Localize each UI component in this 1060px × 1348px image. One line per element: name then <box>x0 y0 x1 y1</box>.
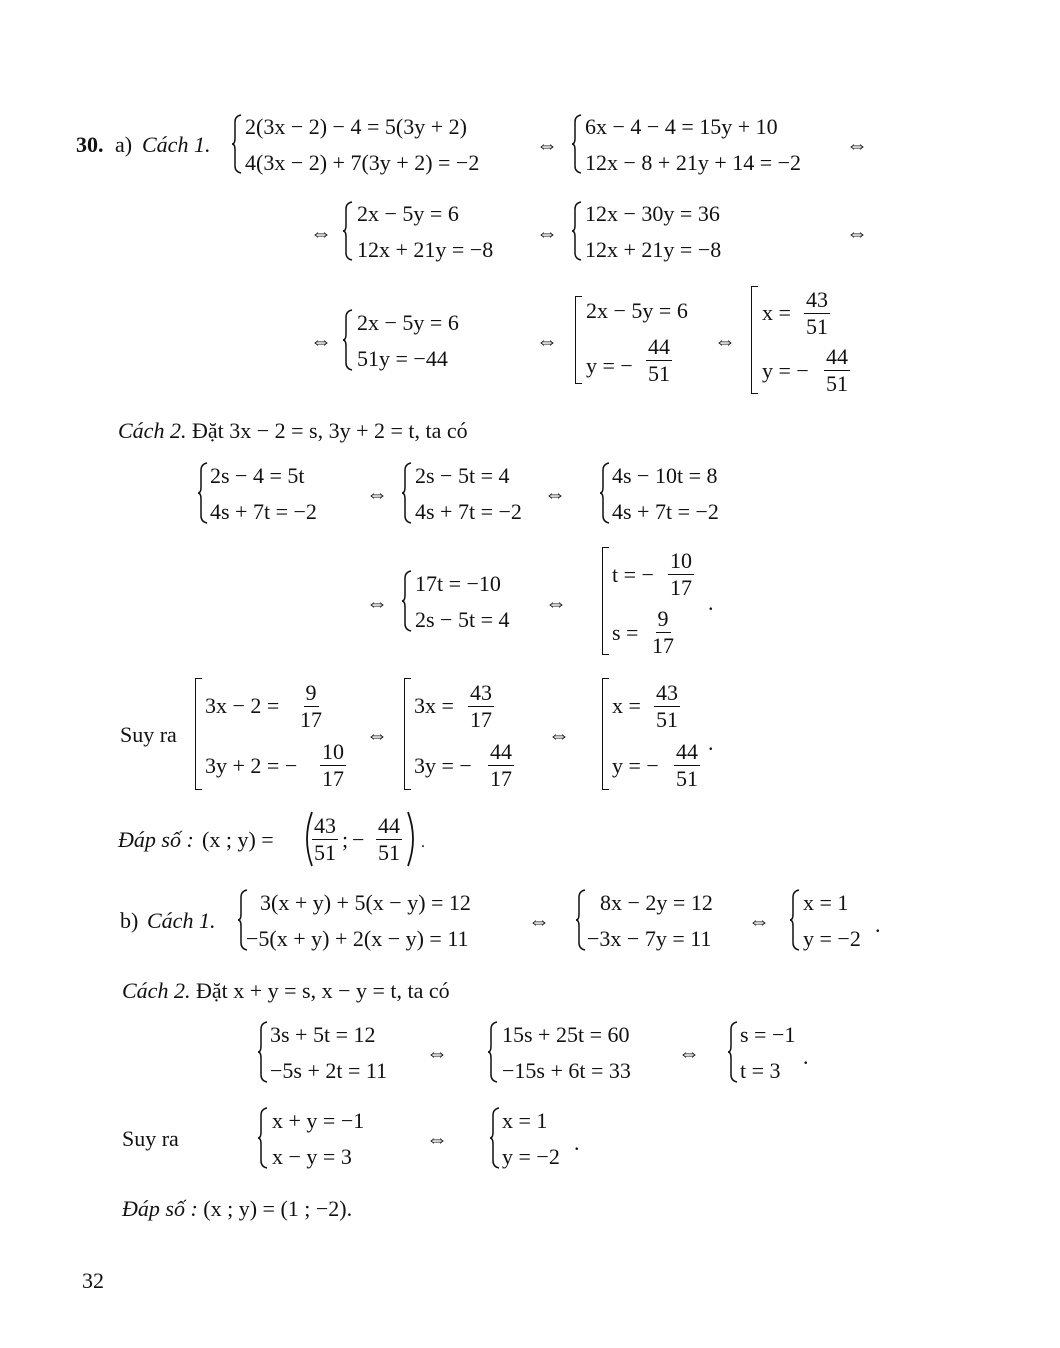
numerator: 9 <box>657 606 669 631</box>
equation: y = −2 <box>502 1144 560 1169</box>
equation: 12x + 21y = −8 <box>585 237 722 262</box>
equation: −5(x + y) + 2(x − y) = 11 <box>246 926 469 951</box>
equation-lhs: x = <box>762 300 791 325</box>
numerator: 43 <box>656 680 678 705</box>
fraction <box>312 815 338 864</box>
system-brace <box>600 463 610 523</box>
denominator: 17 <box>652 633 674 658</box>
equation-lhs: y = − <box>762 358 809 383</box>
equation: 2x − 5y = 6 <box>586 298 688 323</box>
equivalence-symbol: ⇔ <box>748 908 770 933</box>
numerator: 44 <box>826 344 848 369</box>
equivalence-symbol: ⇔ <box>536 132 558 157</box>
equation: 8x − 2y = 12 <box>600 890 713 915</box>
equation: 4s − 10t = 8 <box>612 463 718 488</box>
system-brace <box>576 890 586 950</box>
period: . <box>803 1044 809 1069</box>
equivalence-symbol: ⇔ <box>426 1126 448 1151</box>
fraction <box>646 336 672 385</box>
method-2-line <box>122 980 450 1002</box>
equivalence-symbol: ⇔ <box>310 328 332 353</box>
suy-ra-label: Suy ra <box>120 722 177 747</box>
answer-line <box>122 1198 352 1220</box>
equation-lhs: s = <box>612 620 639 645</box>
equivalence-symbol: ⇔ <box>846 220 868 245</box>
system-brace <box>490 1108 500 1168</box>
equation: 4s + 7t = −2 <box>415 499 522 524</box>
denominator: 51 <box>648 361 670 386</box>
equivalence-symbol: ⇔ <box>548 722 570 747</box>
system-brace <box>258 1108 268 1168</box>
suy-ra-label: Suy ra <box>122 1126 179 1151</box>
equation: x = 1 <box>502 1108 548 1133</box>
problem-number: 30. <box>76 132 104 157</box>
equation: 2s − 5t = 4 <box>415 463 510 488</box>
system-brace <box>488 1022 498 1082</box>
equivalence-symbol: ⇔ <box>536 328 558 353</box>
substitution-text: Đặt x + y = s, x − y = t, ta có <box>190 978 450 1003</box>
denominator: 51 <box>656 707 678 732</box>
solution-bracket <box>602 547 609 655</box>
equation: x − y = 3 <box>272 1144 352 1169</box>
equation: 4s + 7t = −2 <box>210 499 317 524</box>
numerator: 43 <box>314 813 336 838</box>
numerator: 43 <box>470 680 492 705</box>
period: . <box>421 834 425 851</box>
denominator: 17 <box>322 766 344 791</box>
equation: 12x − 30y = 36 <box>585 201 720 226</box>
system-brace <box>402 571 412 631</box>
period: . <box>708 730 714 755</box>
equation-lhs: y = − <box>612 753 659 778</box>
method-2-label: Cách 2. <box>122 978 191 1003</box>
equation: 6x − 4 − 4 = 15y + 10 <box>585 114 778 139</box>
fraction <box>650 608 676 657</box>
equation: −3x − 7y = 11 <box>587 926 712 951</box>
equation: 3(x + y) + 5(x − y) = 12 <box>260 890 471 915</box>
equivalence-symbol: ⇔ <box>310 220 332 245</box>
system-brace <box>572 202 582 260</box>
equation-lhs: 3x = <box>414 693 454 718</box>
fraction <box>804 289 830 338</box>
numerator: 44 <box>676 739 698 764</box>
equivalence-symbol: ⇔ <box>678 1040 700 1065</box>
equivalence-symbol: ⇔ <box>714 328 736 353</box>
equation: −15s + 6t = 33 <box>502 1058 631 1083</box>
numerator: 10 <box>670 548 692 573</box>
equation-lhs: x = <box>612 693 641 718</box>
equivalence-symbol: ⇔ <box>536 220 558 245</box>
numerator: 9 <box>305 680 317 705</box>
solution-bracket <box>751 286 758 394</box>
equivalence-symbol: ⇔ <box>846 132 868 157</box>
page-number: 32 <box>82 1268 104 1293</box>
system-brace <box>790 890 800 950</box>
system-brace <box>402 463 412 523</box>
period: . <box>875 912 881 937</box>
system-brace <box>232 115 242 173</box>
equation: s = −1 <box>740 1022 796 1047</box>
separator: ; <box>342 827 349 852</box>
method-2-line <box>118 420 468 442</box>
equivalence-symbol: ⇔ <box>366 481 388 506</box>
equation: 17t = −10 <box>415 571 501 596</box>
fraction <box>320 741 346 790</box>
equation: x = 1 <box>803 890 849 915</box>
method-2-label: Cách 2. <box>118 418 187 443</box>
equation: 4s + 7t = −2 <box>612 499 719 524</box>
system-brace <box>258 1022 268 1082</box>
method-1-label: Cách 1. <box>147 908 216 933</box>
fraction <box>654 682 680 731</box>
system-brace <box>343 202 353 260</box>
method-1-label: Cách 1. <box>142 132 211 157</box>
fraction <box>668 550 694 599</box>
equation: 2s − 5t = 4 <box>415 607 510 632</box>
system-brace <box>343 310 353 370</box>
fraction <box>376 815 402 864</box>
period: . <box>574 1130 580 1155</box>
answer-label: Đáp số : <box>118 827 194 852</box>
substitution-text: Đặt 3x − 2 = s, 3y + 2 = t, ta có <box>186 418 468 443</box>
part-b-label: b) <box>120 908 139 933</box>
system-brace <box>572 115 582 173</box>
denominator: 51 <box>378 840 400 865</box>
fraction <box>488 741 514 790</box>
equation-lhs: 3y + 2 = − <box>205 753 298 778</box>
numerator: 10 <box>322 739 344 764</box>
right-parenthesis <box>406 812 418 866</box>
solution-bracket <box>195 678 202 790</box>
solution-bracket <box>575 296 582 384</box>
equation: 2x − 5y = 6 <box>357 310 459 335</box>
equation: 12x + 21y = −8 <box>357 237 494 262</box>
denominator: 17 <box>470 707 492 732</box>
equation: 2(3x − 2) − 4 = 5(3y + 2) <box>245 114 467 139</box>
numerator: 44 <box>490 739 512 764</box>
denominator: 17 <box>670 575 692 600</box>
denominator: 51 <box>314 840 336 865</box>
equation: −5s + 2t = 11 <box>270 1058 388 1083</box>
fraction <box>468 682 494 731</box>
numerator: 43 <box>806 287 828 312</box>
equivalence-symbol: ⇔ <box>366 590 388 615</box>
fraction <box>824 346 850 395</box>
equation: 2x − 5y = 6 <box>357 201 459 226</box>
denominator: 17 <box>490 766 512 791</box>
solution-bracket <box>602 678 609 790</box>
denominator: 51 <box>826 371 848 396</box>
equivalence-symbol: ⇔ <box>366 722 388 747</box>
solution-bracket <box>404 678 411 790</box>
equation: t = 3 <box>740 1058 781 1083</box>
equation-lhs: 3y = − <box>414 753 472 778</box>
equation-lhs: y = − <box>586 353 633 378</box>
system-brace <box>198 463 208 523</box>
equation: 15s + 25t = 60 <box>502 1022 630 1047</box>
fraction <box>674 741 700 790</box>
equation: 4(3x − 2) + 7(3y + 2) = −2 <box>245 150 480 175</box>
equation-lhs: t = − <box>612 562 654 587</box>
denominator: 17 <box>300 707 322 732</box>
equivalence-symbol: ⇔ <box>426 1040 448 1065</box>
equation: 12x − 8 + 21y + 14 = −2 <box>585 150 802 175</box>
denominator: 51 <box>676 766 698 791</box>
equation-lhs: 3x − 2 = <box>205 693 280 718</box>
period: . <box>708 590 714 615</box>
equation: 51y = −44 <box>357 346 448 371</box>
answer-lhs: (x ; y) = <box>202 827 274 852</box>
minus-sign: − <box>352 827 365 852</box>
fraction <box>298 682 324 731</box>
system-brace <box>728 1022 738 1082</box>
equation: 3s + 5t = 12 <box>270 1022 376 1047</box>
equation: 2s − 4 = 5t <box>210 463 305 488</box>
numerator: 44 <box>378 813 400 838</box>
equivalence-symbol: ⇔ <box>544 481 566 506</box>
equivalence-symbol: ⇔ <box>545 590 567 615</box>
equation: x + y = −1 <box>272 1108 365 1133</box>
answer-value: (x ; y) = (1 ; −2). <box>197 1196 353 1221</box>
answer-label: Đáp số : <box>122 1196 198 1221</box>
denominator: 51 <box>806 314 828 339</box>
equivalence-symbol: ⇔ <box>528 908 550 933</box>
equation: y = −2 <box>803 926 861 951</box>
numerator: 44 <box>648 334 670 359</box>
part-a-label: a) <box>115 132 133 157</box>
